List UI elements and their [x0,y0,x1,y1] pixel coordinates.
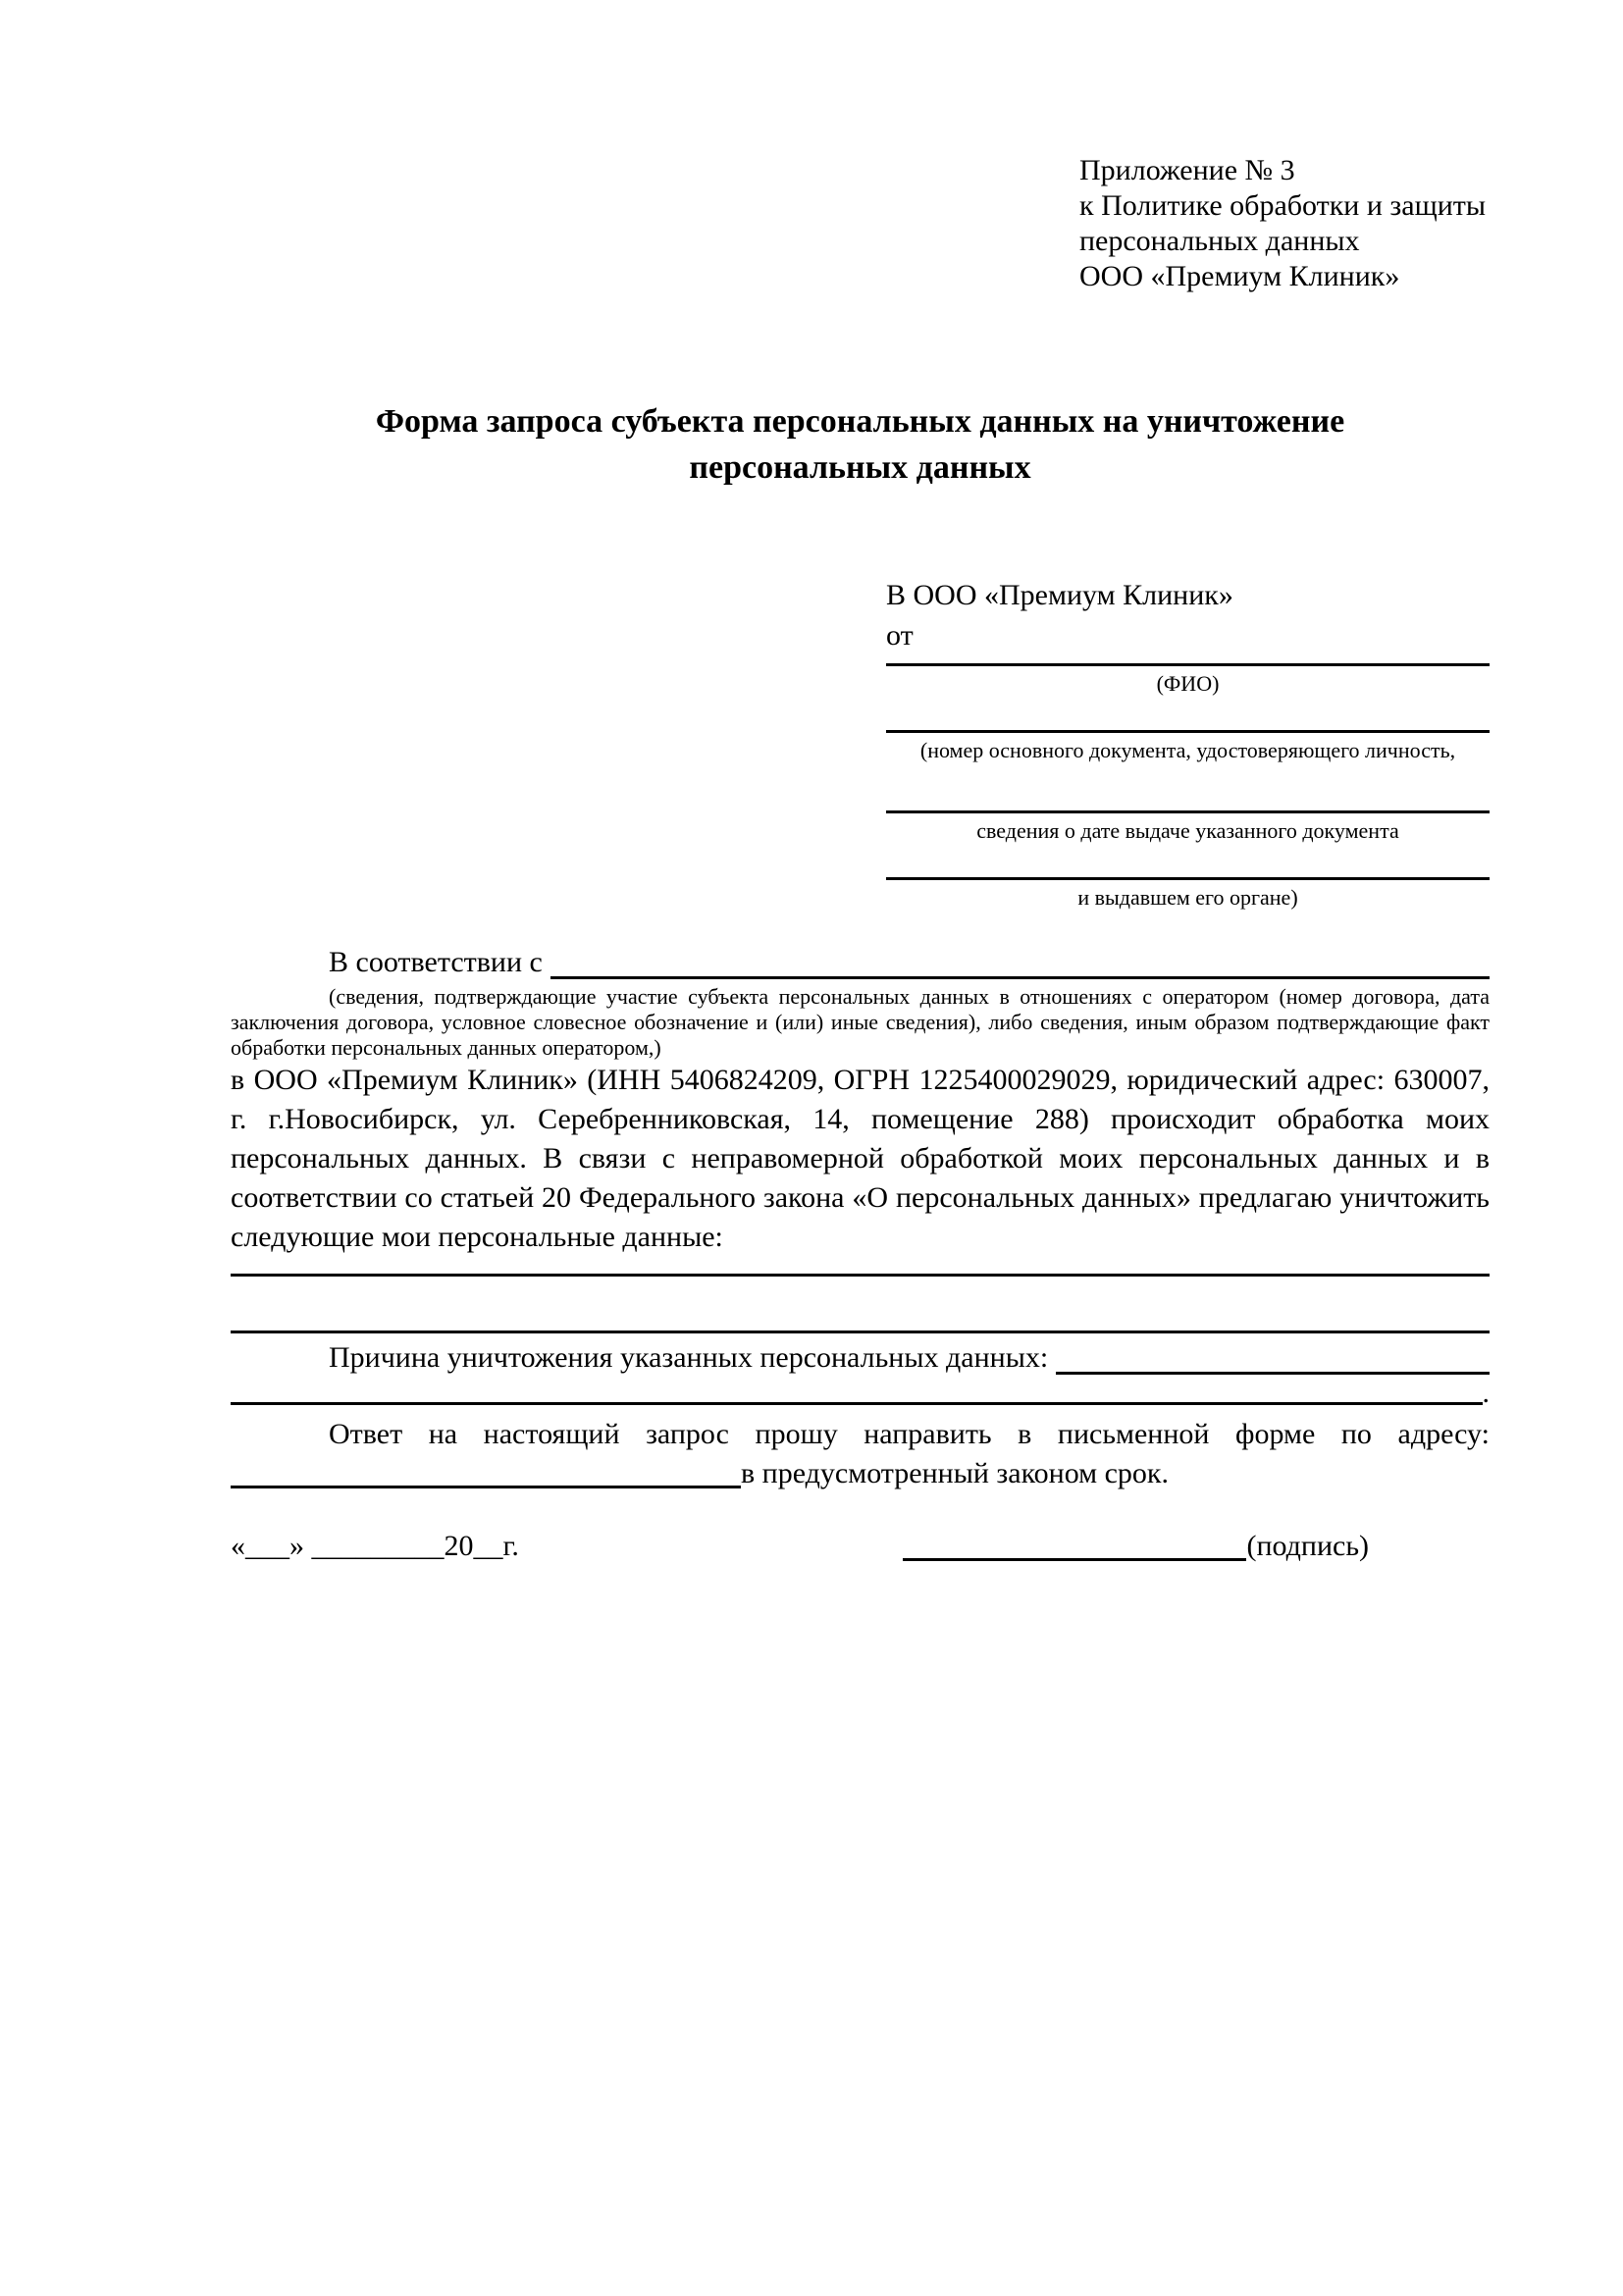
addressee-from-label: от [886,619,914,652]
reason-continuation-line [231,1377,1490,1409]
response-address-line [231,1454,1490,1493]
reason-blank-line [231,1380,1483,1405]
signature-group [903,1527,1369,1566]
date-line: «___» _________20__г. [231,1530,519,1562]
addressee-block [886,575,1490,912]
fine-print-note: (сведения, подтверждающие участие субъекта персональных данных в отношениях с оператором (номер договора, дата заключения договора, условное словесное обозначение и (или) иные сведения), либо сведения, иным образом подтверждающие факт обработки персональных данных оператором,) [231,984,1490,1060]
issue-date-caption: сведения о дате выдаче указанного документа [976,818,1399,843]
annex-header-line: к Политике обработки и защиты [1079,189,1487,222]
reason-label: Причина уничтожения указанных персональных данных: [329,1341,1049,1374]
fio-blank-line [886,655,1490,666]
issuing-authority-caption: и выдавшем его органе) [1077,885,1298,910]
annex-header-line: ООО «Премиум Клиник» [1079,260,1400,292]
annex-header [1079,153,1486,294]
signature-row [231,1527,1490,1566]
page-title-line: персональных данных [689,449,1031,486]
personal-data-blank-line [231,1257,1490,1277]
page-title-line: Форма запроса субъекта персональных данных на уничтожение [375,403,1345,440]
fio-caption: (ФИО) [1156,671,1220,696]
issue-date-blank-line [886,803,1490,813]
document-number-caption: (номер основного документа, удостоверяющего личность, [919,738,1456,762]
signature-caption: (подпись) [1246,1530,1369,1562]
accordance-line [231,943,1490,984]
accordance-label: В соответствии с [329,946,543,978]
page-title [231,398,1490,491]
response-request-line: Ответ на настоящий запрос прошу направить в письменной форме по адресу: [329,1418,1490,1450]
annex-header-line: персональных данных [1079,225,1360,257]
annex-header-line: Приложение № 3 [1079,154,1295,186]
signature-blank-line [903,1527,1246,1561]
issuing-authority-blank-line [886,869,1490,880]
personal-data-blank-line [231,1277,1490,1333]
accordance-blank-line [550,943,1490,979]
reason-line [231,1338,1490,1380]
address-blank-line [231,1454,741,1488]
main-paragraph: в ООО «Премиум Клиник» (ИНН 5406824209, ОГРН 1225400029029, юридический адрес: 630007, г. г.Новосибирск, ул. Серебренниковская, 14, помещение 288) происходит обработка моих персональных данных. В связи с неправомерной обработкой моих персональных данных и в соответствии со статьей 20 Федерального закона «О персональных данных» предлагаю уничтожить следующие мои персональные данные: [231,1064,1490,1253]
document-number-blank-line [886,722,1490,733]
reason-blank-line [1056,1338,1490,1375]
response-suffix: в предусмотренный законом срок. [741,1457,1169,1489]
document-body [231,943,1490,1566]
addressee-to: В ООО «Премиум Клиник» [886,579,1233,611]
period: . [1482,1377,1490,1409]
